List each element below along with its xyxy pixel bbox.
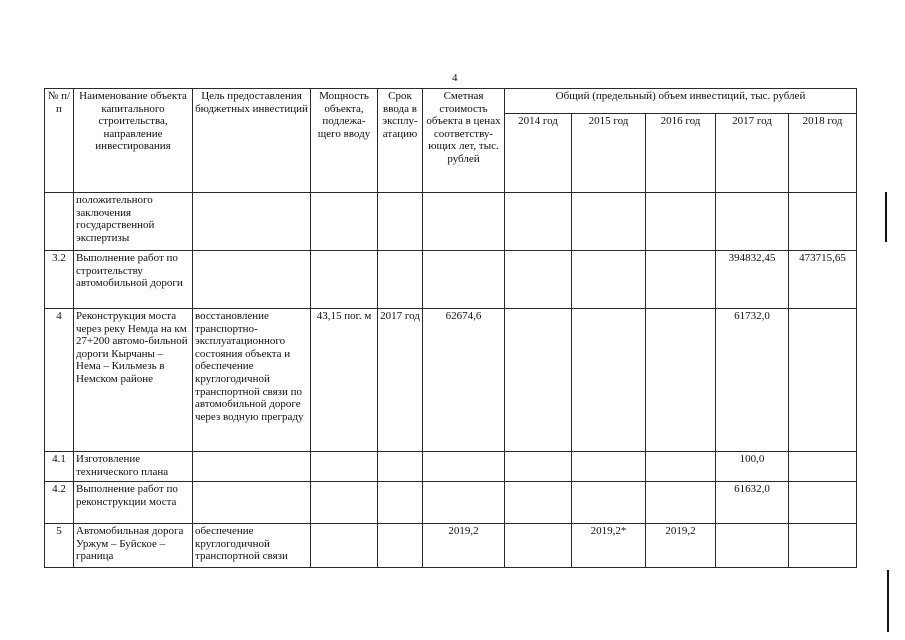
row-name: Выполнение работ по строительству автомобильной дороги bbox=[74, 251, 193, 309]
col-capacity-header: Мощность объекта, подлежа-щего вводу bbox=[311, 89, 378, 193]
row-capacity bbox=[311, 193, 378, 251]
row-term bbox=[378, 452, 423, 482]
row-term bbox=[378, 193, 423, 251]
row-y2017: 61732,0 bbox=[716, 309, 789, 452]
year-2017-header: 2017 год bbox=[716, 114, 789, 193]
row-y2018 bbox=[789, 309, 857, 452]
row-term bbox=[378, 524, 423, 568]
row-y2018 bbox=[789, 482, 857, 524]
row-y2014 bbox=[505, 452, 572, 482]
table-row bbox=[45, 251, 857, 309]
row-y2017: 394832,45 bbox=[716, 251, 789, 309]
right-margin-line-lower bbox=[887, 570, 889, 632]
row-goal bbox=[193, 482, 311, 524]
row-y2017 bbox=[716, 524, 789, 568]
row-num: 4.2 bbox=[45, 482, 74, 524]
row-y2018 bbox=[789, 193, 857, 251]
row-y2016 bbox=[646, 309, 716, 452]
row-y2015 bbox=[572, 309, 646, 452]
row-y2014 bbox=[505, 482, 572, 524]
row-num: 3.2 bbox=[45, 251, 74, 309]
row-y2017: 100,0 bbox=[716, 452, 789, 482]
row-cost bbox=[423, 452, 505, 482]
col-term-header: Срок ввода в эксплу-атацию bbox=[378, 89, 423, 193]
row-y2014 bbox=[505, 524, 572, 568]
row-y2014 bbox=[505, 251, 572, 309]
row-y2015: 2019,2* bbox=[572, 524, 646, 568]
row-name: Выполнение работ по реконструкции моста bbox=[74, 482, 193, 524]
year-2015-header: 2015 год bbox=[572, 114, 646, 193]
row-y2015 bbox=[572, 482, 646, 524]
row-goal bbox=[193, 251, 311, 309]
table-row bbox=[45, 309, 857, 452]
investment-table bbox=[44, 88, 857, 568]
row-cost bbox=[423, 193, 505, 251]
row-goal: восстановление транспортно-эксплуатационного состояния объекта и обеспечение круглогодичной транспортной связи по автомобильной дороге через водную преграду bbox=[193, 309, 311, 452]
right-margin-line bbox=[885, 192, 887, 242]
table-row bbox=[45, 482, 857, 524]
row-y2014 bbox=[505, 309, 572, 452]
row-name: Автомобильная дорога Уржум – Буйское – граница bbox=[74, 524, 193, 568]
row-y2016 bbox=[646, 251, 716, 309]
page-number: 4 bbox=[452, 72, 458, 84]
table-row bbox=[45, 524, 857, 568]
row-y2016: 2019,2 bbox=[646, 524, 716, 568]
col-total-header: Общий (предельный) объем инвестиций, тыс. рублей bbox=[505, 89, 857, 114]
row-name: положительного заключения государственной экспертизы bbox=[74, 193, 193, 251]
col-num-header: № п/п bbox=[45, 89, 74, 193]
col-cost-header: Сметная стоимость объекта в ценах соответству-ющих лет, тыс. рублей bbox=[423, 89, 505, 193]
row-y2015 bbox=[572, 193, 646, 251]
row-cost bbox=[423, 251, 505, 309]
row-y2015 bbox=[572, 251, 646, 309]
row-y2016 bbox=[646, 482, 716, 524]
row-y2015 bbox=[572, 452, 646, 482]
row-num: 5 bbox=[45, 524, 74, 568]
row-capacity: 43,15 пог. м bbox=[311, 309, 378, 452]
row-term bbox=[378, 251, 423, 309]
row-capacity bbox=[311, 251, 378, 309]
row-term bbox=[378, 482, 423, 524]
row-y2018 bbox=[789, 452, 857, 482]
row-y2018: 473715,65 bbox=[789, 251, 857, 309]
row-cost: 2019,2 bbox=[423, 524, 505, 568]
row-y2017 bbox=[716, 193, 789, 251]
row-goal bbox=[193, 452, 311, 482]
row-num bbox=[45, 193, 74, 251]
row-y2016 bbox=[646, 193, 716, 251]
row-cost: 62674,6 bbox=[423, 309, 505, 452]
year-2018-header: 2018 год bbox=[789, 114, 857, 193]
row-goal: обеспечение круглогодичной транспортной связи bbox=[193, 524, 311, 568]
row-y2016 bbox=[646, 452, 716, 482]
row-y2014 bbox=[505, 193, 572, 251]
table-row bbox=[45, 193, 857, 251]
row-term: 2017 год bbox=[378, 309, 423, 452]
row-num: 4.1 bbox=[45, 452, 74, 482]
row-capacity bbox=[311, 524, 378, 568]
year-2016-header: 2016 год bbox=[646, 114, 716, 193]
row-name: Изготовление технического плана bbox=[74, 452, 193, 482]
row-capacity bbox=[311, 482, 378, 524]
col-name-header: Наименование объекта капитального строительства, направление инвестирования bbox=[74, 89, 193, 193]
col-goal-header: Цель предоставления бюджетных инвестиций bbox=[193, 89, 311, 193]
row-y2018 bbox=[789, 524, 857, 568]
row-num: 4 bbox=[45, 309, 74, 452]
row-name: Реконструкция моста через реку Немда на км 27+200 автомо-бильной дороги Кырчаны – Нема – Кильмезь в Немском районе bbox=[74, 309, 193, 452]
row-capacity bbox=[311, 452, 378, 482]
row-y2017: 61632,0 bbox=[716, 482, 789, 524]
year-2014-header: 2014 год bbox=[505, 114, 572, 193]
table-row bbox=[45, 452, 857, 482]
header-row bbox=[45, 89, 857, 114]
row-goal bbox=[193, 193, 311, 251]
row-cost bbox=[423, 482, 505, 524]
